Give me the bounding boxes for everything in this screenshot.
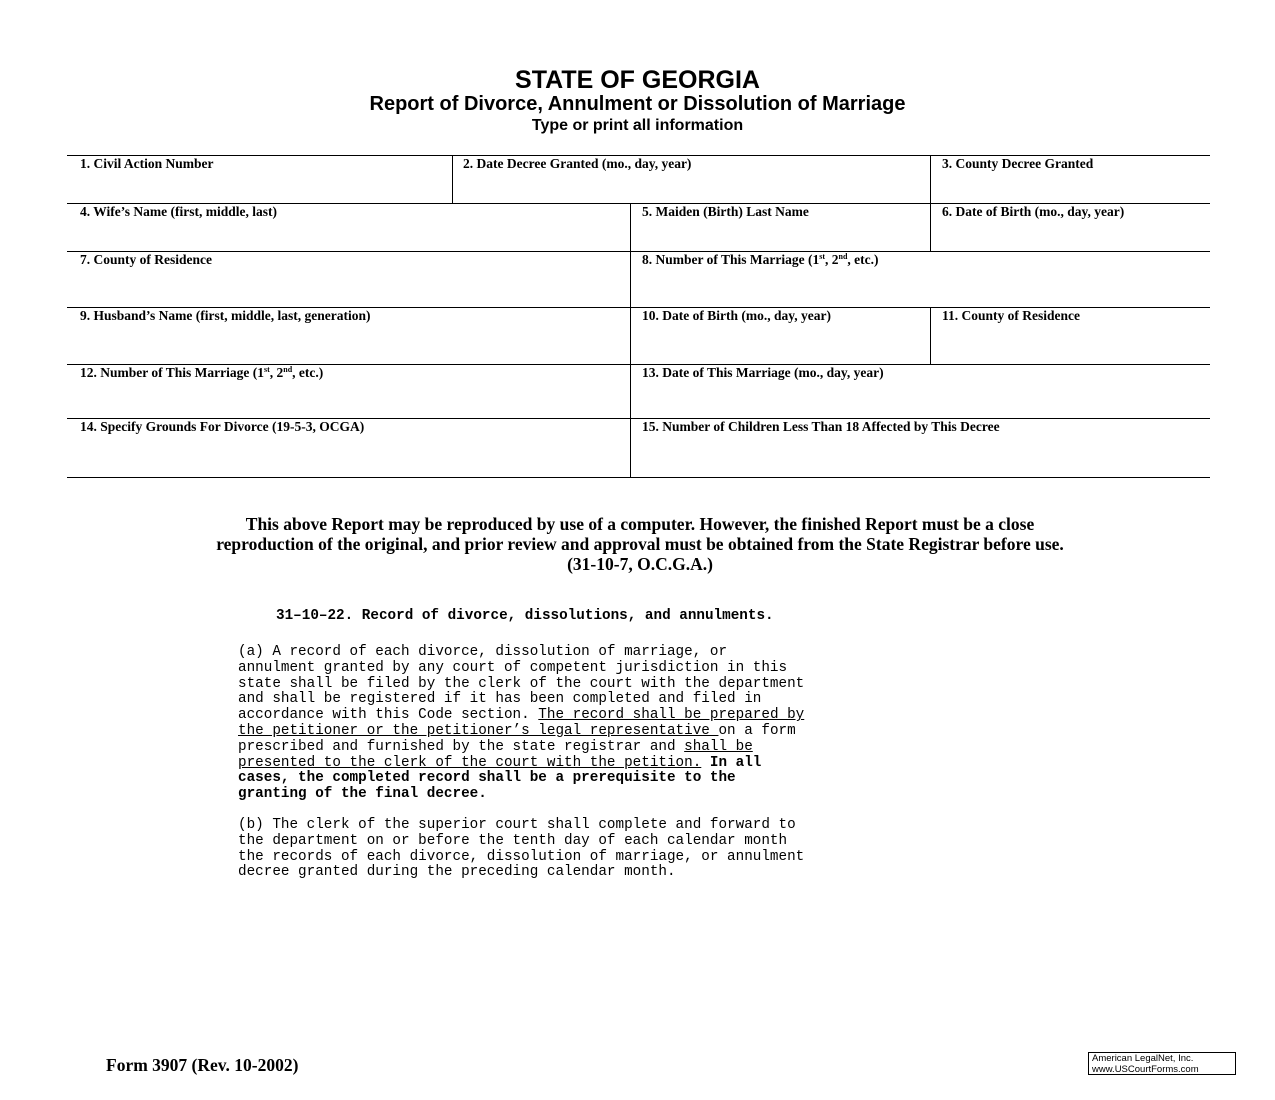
- form-row-1: [67, 156, 1210, 204]
- field-label: 3. County Decree Granted: [942, 156, 1094, 171]
- statute-line: annulment granted by any court of competent jurisdiction in this: [238, 659, 788, 676]
- statute-line: (b) The clerk of the superior court shall complete and forward to: [238, 817, 796, 833]
- statute-paragraph-b: [238, 818, 1038, 881]
- form-row-4: [67, 308, 1210, 365]
- field-civil-action-number[interactable]: [67, 156, 452, 203]
- field-label: 4. Wife’s Name (first, middle, last): [80, 204, 277, 219]
- form-subtitle: Report of Divorce, Annulment or Dissolution of Marriage: [369, 93, 906, 115]
- field-wife-name[interactable]: [67, 204, 630, 251]
- field-wife-number-of-marriage[interactable]: [630, 252, 1210, 307]
- stamp-line: www.USCourtForms.com: [1092, 1063, 1199, 1075]
- statute-line: decree granted during the preceding calendar month.: [238, 864, 676, 881]
- field-maiden-name[interactable]: [630, 204, 930, 251]
- field-label: 9. Husband’s Name (first, middle, last, generation): [80, 308, 371, 323]
- statute-line: presented to the clerk of the court with the petition. In all: [238, 754, 762, 771]
- notice-line: reproduction of the original, and prior review and approval must be obtained from the State Registrar before use.: [216, 534, 1064, 554]
- field-husband-county-of-residence[interactable]: [930, 308, 1210, 364]
- field-label: 10. Date of Birth (mo., day, year): [642, 308, 831, 323]
- field-grounds-for-divorce[interactable]: [67, 419, 630, 477]
- field-label: 14. Specify Grounds For Divorce (19-5-3, OCGA): [80, 419, 365, 434]
- field-wife-date-of-birth[interactable]: [930, 204, 1210, 251]
- field-date-decree-granted[interactable]: [452, 156, 930, 203]
- field-husband-number-of-marriage[interactable]: [67, 365, 630, 418]
- field-label: 8. Number of This Marriage (1st, 2nd, etc.): [642, 252, 879, 267]
- statute-line: and shall be registered if it has been completed and filed in: [238, 691, 762, 708]
- statute-line: cases, the completed record shall be a prerequisite to the: [238, 770, 736, 787]
- form-row-5: [67, 365, 1210, 419]
- field-label: 5. Maiden (Birth) Last Name: [642, 204, 809, 219]
- statute-line: prescribed and furnished by the state registrar and shall be: [238, 738, 753, 755]
- field-wife-county-of-residence[interactable]: [67, 252, 630, 307]
- statute-line: the department on or before the tenth day of each calendar month: [238, 832, 788, 849]
- statute-line: accordance with this Code section. The record shall be prepared by: [238, 707, 805, 724]
- notice-line: This above Report may be reproduced by use of a computer. However, the finished Report must be a close: [245, 514, 1035, 534]
- field-husband-name[interactable]: [67, 308, 630, 364]
- statute-line: the records of each divorce, dissolution of marriage, or annulment: [238, 848, 805, 865]
- form-row-3: [67, 252, 1210, 308]
- field-label: 6. Date of Birth (mo., day, year): [942, 204, 1125, 219]
- field-label: 2. Date Decree Granted (mo., day, year): [463, 156, 692, 171]
- field-county-decree-granted[interactable]: [930, 156, 1210, 203]
- field-number-of-children[interactable]: [630, 419, 1210, 477]
- statute-line: state shall be filed by the clerk of the court with the department: [238, 675, 805, 692]
- field-label: 7. County of Residence: [80, 252, 212, 267]
- field-label: 12. Number of This Marriage (1st, 2nd, etc.): [80, 365, 324, 380]
- form-row-6: [67, 419, 1210, 478]
- statute-line: granting of the final decree.: [238, 786, 487, 803]
- report-form: [67, 155, 1210, 478]
- form-number: Form 3907 (Rev. 10-2002): [106, 1055, 299, 1075]
- notice-line: (31-10-7, O.C.G.A.): [567, 554, 713, 574]
- field-husband-date-of-birth[interactable]: [630, 308, 930, 364]
- field-label: 15. Number of Children Less Than 18 Affected by This Decree: [642, 419, 1000, 434]
- field-label: 1. Civil Action Number: [80, 156, 214, 171]
- statute-paragraph-a: [238, 645, 1038, 803]
- field-date-of-marriage[interactable]: [630, 365, 1210, 418]
- reproduction-notice: [60, 514, 1220, 574]
- statute-line: the petitioner or the petitioner’s legal representative on a form: [238, 722, 796, 739]
- field-label: 11. County of Residence: [942, 308, 1080, 323]
- statute-line: (a) A record of each divorce, dissolution of marriage, or: [238, 644, 728, 660]
- statute-title: 31–10–22. Record of divorce, dissolutions, and annulments.: [276, 608, 774, 624]
- form-title: STATE OF GEORGIA: [515, 66, 760, 94]
- form-instructions: Type or print all information: [531, 117, 744, 134]
- field-label: 13. Date of This Marriage (mo., day, year): [642, 365, 884, 380]
- stamp-line: American LegalNet, Inc.: [1092, 1053, 1194, 1064]
- publisher-stamp: [1088, 1052, 1236, 1075]
- form-row-2: [67, 204, 1210, 252]
